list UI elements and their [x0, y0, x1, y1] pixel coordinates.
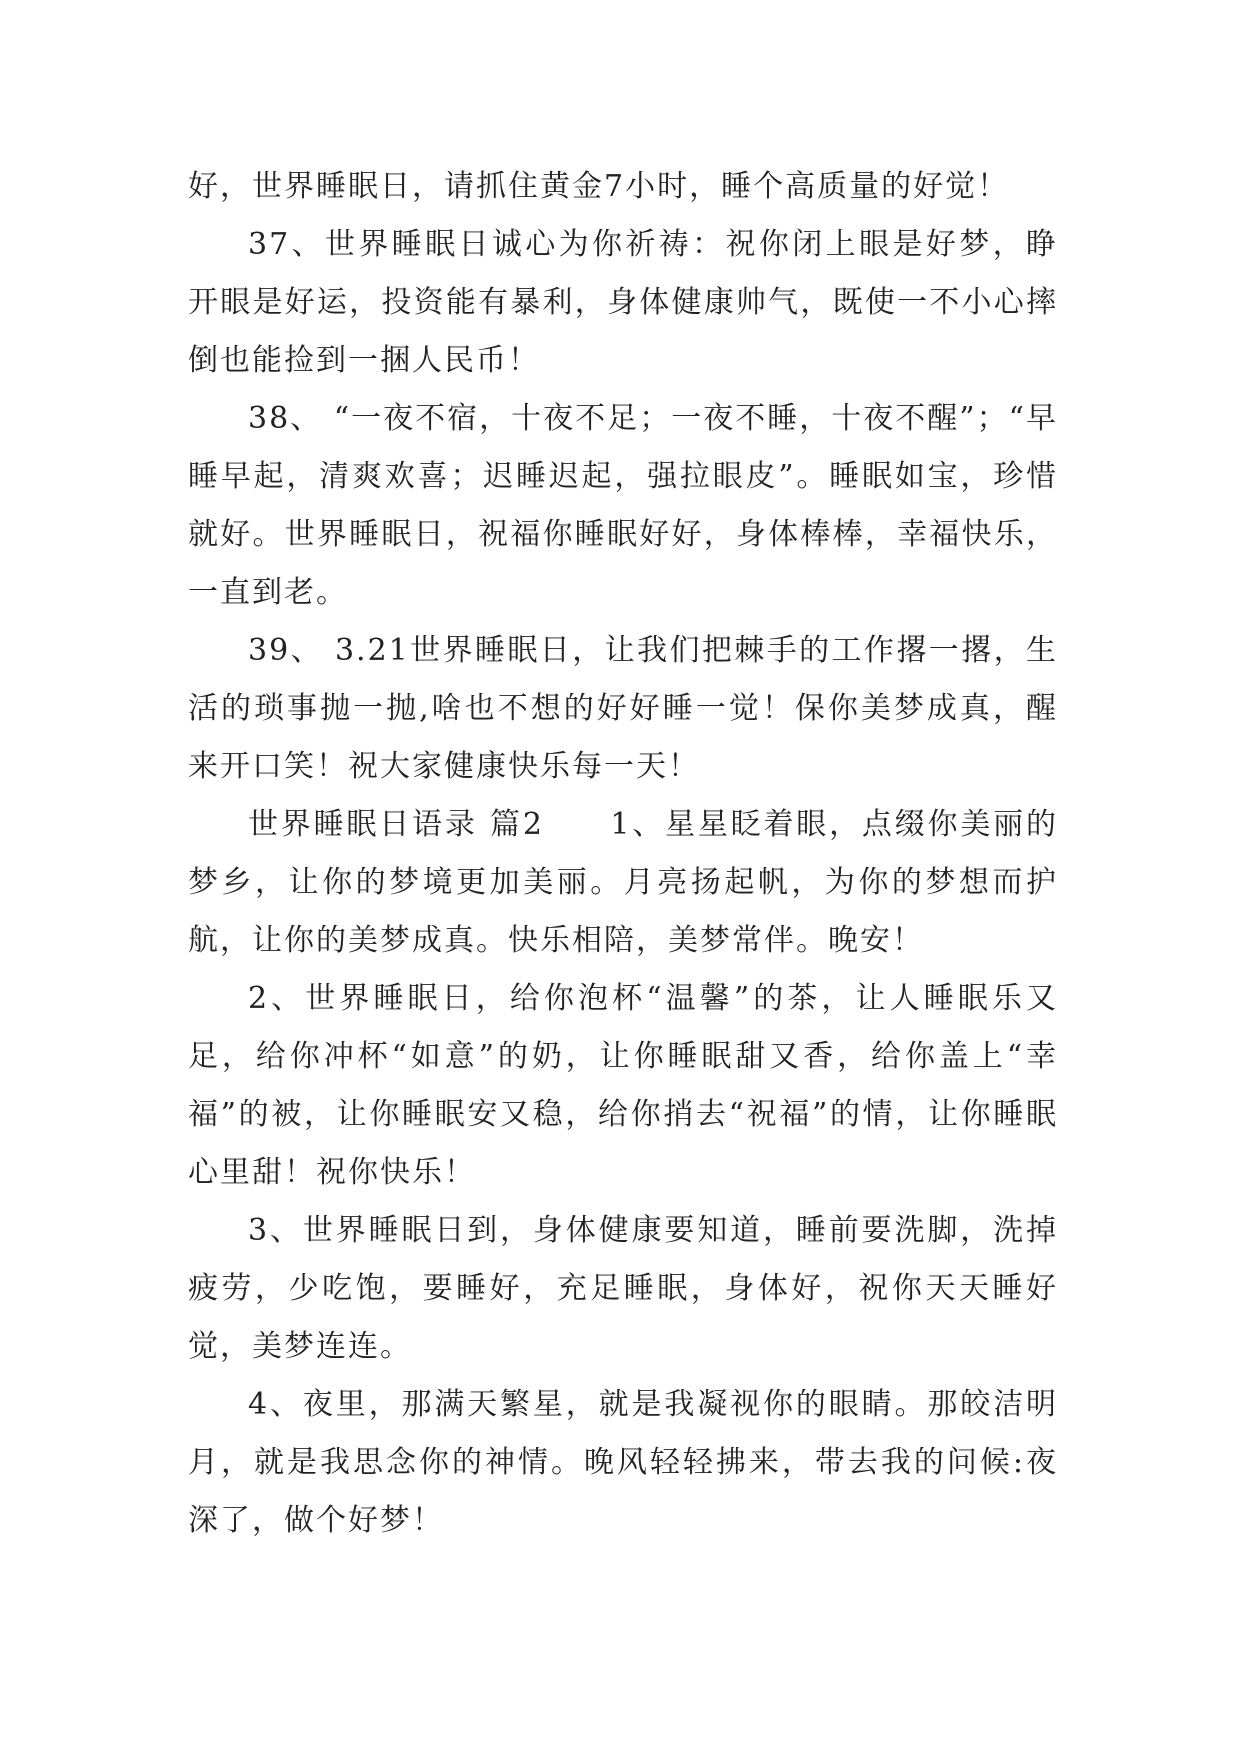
document-body	[188, 158, 1058, 1550]
paragraph-1: 好，世界睡眠日，请抓住黄金7小时，睡个高质量的好觉！	[188, 169, 1010, 204]
paragraph-3: 38、 “一夜不宿，十夜不足；一夜不睡，十夜不醒”；“早睡早起，清爽欢喜；迟睡迟起，强拉眼皮”。睡眠如宝，珍惜就好。世界睡眠日，祝福你睡眠好好，身体棒棒，幸福快乐，一直到老。	[188, 401, 1058, 610]
paragraph-8: 4、夜里，那满天繁星，就是我凝视你的眼睛。那皎洁明月，就是我思念你的神情。晚风轻轻拂来，带去我的问候:夜深了，做个好梦！	[188, 1387, 1058, 1538]
paragraph-7: 3、世界睡眠日到，身体健康要知道，睡前要洗脚，洗掉疲劳，少吃饱，要睡好，充足睡眠，身体好，祝你天天睡好觉，美梦连连。	[188, 1213, 1058, 1364]
paragraph-6: 2、世界睡眠日，给你泡杯“温馨”的茶，让人睡眠乐又足，给你冲杯“如意”的奶，让你睡眠甜又香，给你盖上“幸福”的被，让你睡眠安又稳，给你捎去“祝福”的情，让你睡眠心里甜！祝你快乐！	[188, 981, 1058, 1190]
paragraph-2: 37、世界睡眠日诚心为你祈祷：祝你闭上眼是好梦，睁开眼是好运，投资能有暴利，身体健康帅气，既使一不小心摔倒也能捡到一捆人民币！	[188, 227, 1058, 378]
paragraph-5: 世界睡眠日语录 篇2 1、星星眨着眼，点缀你美丽的梦乡，让你的梦境更加美丽。月亮扬起帆，为你的梦想而护航，让你的美梦成真。快乐相陪，美梦常伴。晚安！	[188, 807, 1058, 958]
paragraph-4: 39、 3.21世界睡眠日，让我们把棘手的工作撂一撂，生活的琐事抛一抛,啥也不想的好好睡一觉！保你美梦成真，醒来开口笑！祝大家健康快乐每一天！	[188, 633, 1058, 784]
